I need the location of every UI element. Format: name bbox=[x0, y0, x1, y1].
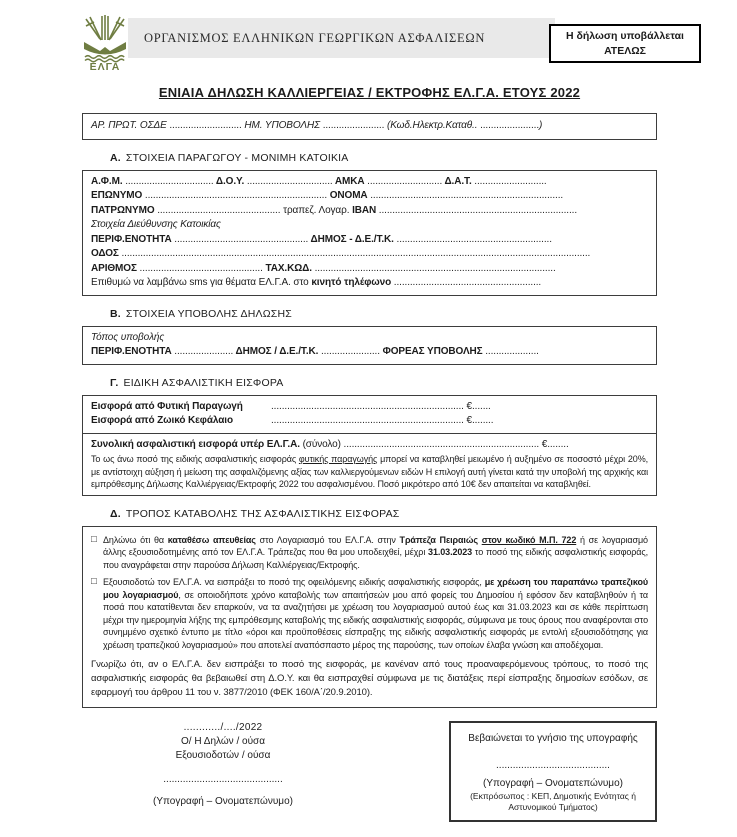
section-b-title: ΣΤΟΙΧΕΙΑ ΥΠΟΒΟΛΗΣ ΔΗΛΩΣΗΣ bbox=[125, 307, 292, 320]
plant-contribution-amount-field: ........................................................................ €....... bbox=[271, 400, 491, 412]
payment-option-direct-deposit bbox=[91, 534, 648, 572]
bank-debit-text: Εξουσιοδοτώ τον ΕΛ.Γ.Α. να εισπράξει το ποσό της οφειλόμενης ειδικής ασφαλιστικής εισφοράς, με χρέωση του παραπάνω τραπεζικού μου λογαριασμού, σε οποιοδήποτε χρόνο καταβολής των απαιτήσεών μου από φορείς του Δημοσίου ή εφόσον δεν καταβληθούν ή τα ποσά που κατατίθενται δεν επαρκούν, να τα αναζητήσει με χρέωση του λογαριασμού αυτού έως και 31.03.2023 και σε κάθε περίπτωση μέχρι την ημερομηνία λήξης της εμπρόθεσμης καταβολής της ειδικής ασφαλιστικής εισφοράς, σύμφωνα με τους όρους που αναφέρονται στο συνημμένο σχετικό έντυπο με τίτλο «όροι και προϋποθέσεις είσπραξης της ειδικής ασφαλιστικής εισφοράς με εντολή εξουσιοδότησης για χρέωση τραπεζικού λογαριασμού» που αποτελεί αναπόσπαστο μέρος της παρούσης, των οποίων έλαβα γνώση και αποδέχομαι. bbox=[103, 577, 648, 650]
submission-place-caption: Τόπος υποβολής bbox=[91, 331, 165, 343]
section-c-title: ΕΙΔΙΚΗ ΑΣΦΑΛΙΣΤΙΚΗ ΕΙΣΦΟΡΑ bbox=[123, 376, 284, 389]
section-a-heading bbox=[110, 152, 657, 164]
sms-row: Επιθυμώ να λαμβάνω sms για θέματα ΕΛ.Γ.Α. στο κινητό τηλέφωνο ....................................................... bbox=[91, 277, 542, 288]
section-c-heading bbox=[110, 377, 657, 389]
section-a-letter: Α. bbox=[110, 151, 121, 164]
section-a-box bbox=[82, 170, 657, 296]
number-row: ΑΡΙΘΜΟΣ .............................................. ΤΑΧ.ΚΩΔ. .......................................................................................... bbox=[91, 262, 556, 274]
section-d-letter: Δ. bbox=[110, 507, 121, 520]
livestock-contribution-label: Εισφορά από Ζωικό Κεφάλαιο bbox=[91, 415, 233, 426]
direct-deposit-checkbox[interactable]: □ bbox=[91, 533, 97, 545]
plant-contribution-row bbox=[91, 400, 648, 415]
org-name: ΟΡΓΑΝΙΣΜΟΣ ΕΛΛΗΝΙΚΩΝ ΓΕΩΡΓΙΚΩΝ ΑΣΦΑΛΙΣΕΩΝ bbox=[144, 30, 486, 45]
section-c-letter: Γ. bbox=[110, 376, 119, 389]
non-collection-note: Γνωρίζω ότι, αν ο ΕΛ.Γ.Α. δεν εισπράξει το ποσό της εισφοράς, με κανέναν από τους προαναφερόμενους τρόπους, το ποσό της ασφαλιστικής εισφοράς θα βεβαιωθεί στη Δ.Ο.Υ. και θα εισπραχθεί σύμφωνα με τις διατάξεις περί είσπραξης δημοσίων εσόδων, σε εφαρμογή του άρθρου 11 του ν. 3877/2010 (ΦΕΚ 160/Α΄/20.9.2010). bbox=[91, 659, 648, 698]
date-field: ............/..../2022 bbox=[183, 722, 263, 733]
street-row: ΟΔΟΣ ............................................................................................................................................................................... bbox=[91, 248, 591, 259]
plant-contribution-label: Εισφορά από Φυτική Παραγωγή bbox=[91, 400, 243, 412]
signature-area bbox=[82, 721, 657, 822]
stamp-line-1: Η δήλωση υποβάλλεται bbox=[566, 30, 684, 42]
declarant-signature-caption: (Υπογραφή – Ονοματεπώνυμο) bbox=[153, 796, 293, 807]
svg-text:ΕΛΓΑ: ΕΛΓΑ bbox=[89, 61, 121, 70]
section-d-heading bbox=[110, 508, 657, 520]
protocol-row: ΑΡ. ΠΡΩΤ. ΟΣΔΕ ........................... ΗΜ. ΥΠΟΒΟΛΗΣ ....................... (Κωδ.Ηλεκτρ.Καταθ.. ......................) bbox=[91, 120, 543, 131]
certification-subcaption: (Εκπρόσωπος : ΚΕΠ, Δημοτικής Ενότητας ή Αστυνομικού Τμήματος) bbox=[470, 791, 636, 812]
stamp-line-2: ΑΤΕΛΩΣ bbox=[604, 44, 646, 57]
bank-debit-checkbox[interactable]: □ bbox=[91, 576, 97, 587]
address-caption-row: Στοιχεία Διεύθυνσης Κατοικίας bbox=[91, 219, 221, 230]
elga-logo-icon bbox=[82, 14, 128, 70]
section-a-title: ΣΤΟΙΧΕΙΑ ΠΑΡΑΓΩΓΟΥ - ΜΟΝΙΜΗ ΚΑΤΟΙΚΙΑ bbox=[125, 151, 349, 164]
submission-row: ΠΕΡΙΦ.ΕΝΟΤΗΤΑ ...................... ΔΗΜΟΣ / Δ.Ε./Τ.Κ. ...................... ΦΟΡΕΑΣ ΥΠΟΒΟΛΗΣ .................... bbox=[91, 346, 539, 357]
declarant-line-2: Εξουσιοδοτών / ούσα bbox=[175, 750, 271, 761]
contribution-note: Το ως άνω ποσό της ειδικής ασφαλιστικής εισφοράς φυτικής παραγωγής μπορεί να καταβληθεί μειωμένο ή αυξημένο σε ποσοστό μέχρι 20%, με αντίστοιχη αύξηση ή μείωση της ασφαλιζόμενης αξίας των καλλιεργούμενων ειδών Η επιλογή αυτή γίνεται κατά την υποβολή της αρχικής και εμπρόθεσμης Δήλωσης Καλλιέργειας/Εκτροφής 2022 του ασφαλισμένου. Ποσό μικρότερο από 10€ δεν απαιτείται να καταβληθεί. bbox=[91, 454, 648, 489]
section-b-letter: Β. bbox=[110, 307, 121, 320]
section-b-heading bbox=[110, 308, 657, 320]
section-c-divider bbox=[83, 433, 656, 434]
signature-certification-box bbox=[449, 721, 657, 822]
declarant-signature-field: ........................................... bbox=[163, 774, 283, 785]
org-name-banner bbox=[128, 18, 555, 58]
payment-option-bank-debit bbox=[91, 576, 648, 651]
afm-row: Α.Φ.Μ. ................................. Δ.Ο.Υ. ................................ ΑΜΚΑ ............................ Δ.Α.Τ. ........................... bbox=[91, 175, 547, 187]
declarant-line-1: Ο/ Η Δηλών / ούσα bbox=[181, 736, 265, 747]
declarant-signature-block bbox=[128, 721, 318, 809]
direct-deposit-text: Δηλώνω ότι θα καταθέσω απευθείας στο Λογαριασμό του ΕΛ.Γ.Α. στην Τράπεζα Πειραιώς στον κωδικό Μ.Π. 722 ή σε λογαριασμό άλλης εξουσιοδοτημένης από τον ΕΛ.Γ.Α. Τράπεζας που θα μου υποδειχθεί, μέχρι 31.03.2023 το ποσό της ειδικής ασφαλιστικής εισφοράς, που αναγράφεται στην παρούσα Δήλωση Καλλιέργειας/Εκτροφής. bbox=[103, 534, 648, 570]
livestock-contribution-row bbox=[91, 414, 648, 429]
form-title: ΕΝΙΑΙΑ ΔΗΛΩΣΗ ΚΑΛΛΙΕΡΓΕΙΑΣ / ΕΚΤΡΟΦΗΣ ΕΛ.Γ.Α. ΕΤΟΥΣ 2022 bbox=[158, 85, 581, 100]
livestock-contribution-amount-field: ........................................................................ €........ bbox=[271, 415, 494, 426]
free-submission-stamp bbox=[549, 24, 701, 63]
patronym-row: ΠΑΤΡΩΝΥΜΟ .............................................. τραπεζ. Λογαρ. ΙΒΑΝ .......................................................................... bbox=[91, 204, 577, 216]
section-d-title: ΤΡΟΠΟΣ ΚΑΤΑΒΟΛΗΣ ΤΗΣ ΑΣΦΑΛΙΣΤΙΚΗΣ ΕΙΣΦΟΡΑΣ bbox=[125, 507, 400, 520]
section-d-box bbox=[82, 526, 657, 709]
surname-row: ΕΠΩΝΥΜΟ .................................................................... ΟΝΟΜΑ ........................................................................ bbox=[91, 190, 564, 201]
protocol-box bbox=[82, 113, 657, 140]
region-row: ΠΕΡΙΦ.ΕΝΟΤΗΤΑ .................................................. ΔΗΜΟΣ - Δ.Ε./Τ.Κ. .......................................................... bbox=[91, 233, 552, 245]
form-header bbox=[82, 14, 684, 72]
certification-title: Βεβαιώνεται το γνήσιο της υπογραφής bbox=[468, 733, 638, 744]
certification-caption: (Υπογραφή – Ονοματεπώνυμο) bbox=[483, 778, 623, 789]
section-b-box bbox=[82, 326, 657, 365]
total-contribution-row: Συνολική ασφαλιστική εισφορά υπέρ ΕΛ.Γ.Α. (σύνολο) ......................................................................... €........ bbox=[91, 438, 569, 450]
section-c-box bbox=[82, 395, 657, 496]
certification-signature-field: ......................................... bbox=[496, 760, 610, 771]
